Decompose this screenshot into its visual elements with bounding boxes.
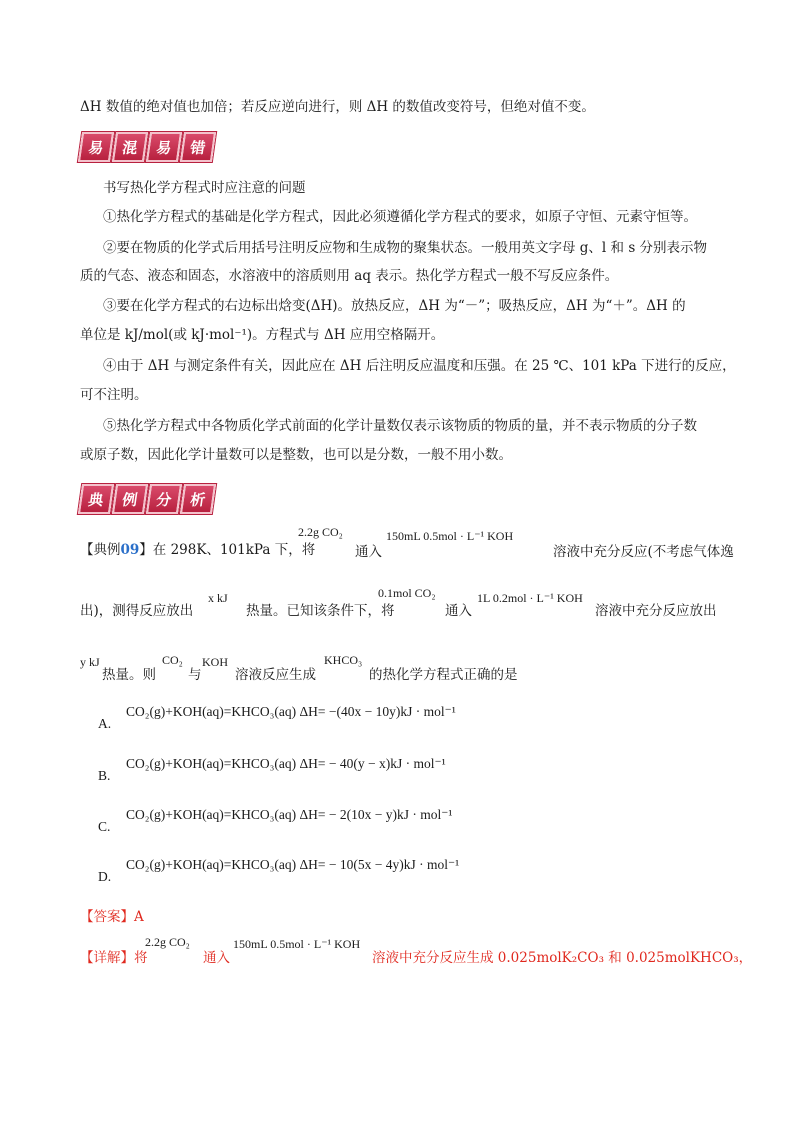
option-letter: C. [98, 819, 111, 834]
banner-char: 分 [146, 484, 182, 514]
formula-fragment: 150mL 0.5mol · L⁻¹ KOH [386, 529, 514, 543]
paragraph-4a: ④由于 ΔH 与测定条件有关，因此应在 ΔH 后注明反应温度和压强。在 25 ℃、101 kPa 下进行的反应， [103, 358, 736, 374]
example-number: 09 [120, 542, 140, 558]
banner-char: 易 [78, 132, 114, 162]
paragraph-1: ①热化学方程式的基础是化学方程式，因此必须遵循化学方程式的要求，如原子守恒、元素守恒等。 [103, 209, 697, 225]
banner-char: 析 [180, 484, 216, 514]
detail-text: 通入 [203, 950, 230, 966]
formula-fragment: CO₂ [162, 653, 183, 667]
example-text: 热量。则 [102, 667, 156, 683]
paragraph-3a: ③要在化学方程式的右边标出焓变(ΔH)。放热反应，ΔH 为“－”；吸热反应，ΔH 为“＋”。ΔH 的 [103, 298, 686, 314]
section-banner-example [80, 482, 214, 512]
formula-fragment: 2.2g CO₂ [145, 935, 190, 949]
option-equation: CO₂(g)+KOH(aq)=KHCO₃(aq) ΔH= −(40x − 10y)kJ · mol⁻¹ [126, 704, 456, 719]
banner-char: 混 [112, 132, 148, 162]
example-text: 出)，测得反应放出 [80, 603, 194, 619]
paragraph-3b: 单位是 kJ/mol(或 kJ·mol⁻¹)。方程式与 ΔH 应用空格隔开。 [80, 327, 445, 343]
paragraph-2a: ②要在物质的化学式后用括号注明反应物和生成物的聚集状态。一般用英文字母 g、l 和 s 分别表示物 [103, 240, 708, 256]
section-banner-confusion [80, 130, 214, 160]
example-text: 溶液反应生成 [235, 667, 316, 683]
formula-fragment: KOH [202, 655, 228, 669]
formula-fragment: 0.1mol CO₂ [378, 586, 436, 600]
paragraph-2b: 质的气态、液态和固态，水溶液中的溶质则用 aq 表示。热化学方程式一般不写反应条件。 [80, 268, 619, 284]
example-text: 的热化学方程式正确的是 [369, 667, 518, 683]
option-equation: CO₂(g)+KOH(aq)=KHCO₃(aq) ΔH= − 2(10x − y)kJ · mol⁻¹ [126, 807, 453, 822]
formula-fragment: 150mL 0.5mol · L⁻¹ KOH [233, 937, 361, 951]
option-equation: CO₂(g)+KOH(aq)=KHCO₃(aq) ΔH= − 10(5x − 4y)kJ · mol⁻¹ [126, 857, 460, 872]
paragraph-5a: ⑤热化学方程式中各物质化学式前面的化学计量数仅表示该物质的物质的量，并不表示物质的分子数 [103, 418, 697, 434]
intro-line: ΔH 数值的绝对值也加倍；若反应逆向进行，则 ΔH 的数值改变符号，但绝对值不变。 [80, 99, 595, 115]
banner-char: 错 [180, 132, 216, 162]
example-text: 与 [188, 667, 202, 683]
paragraph-5b: 或原子数，因此化学计量数可以是整数，也可以是分数，一般不用小数。 [80, 447, 512, 463]
example-line-1 [80, 540, 315, 560]
formula-fragment: x kJ [208, 591, 228, 605]
example-text: 热量。已知该条件下，将 [246, 603, 395, 619]
section-title: 书写热化学方程式时应注意的问题 [103, 180, 306, 196]
example-text: 通入 [355, 544, 382, 560]
formula-fragment: 2.2g CO₂ [298, 525, 343, 539]
example-tag-open: 【典例 [80, 542, 121, 558]
answer-label: 【答案】A [80, 909, 144, 925]
formula-fragment: y kJ [80, 655, 100, 669]
banner-char: 例 [112, 484, 148, 514]
formula-fragment: 1L 0.2mol · L⁻¹ KOH [477, 591, 583, 605]
option-letter: A. [98, 716, 112, 731]
formula-fragment: KHCO₃ [324, 653, 363, 667]
example-text: 通入 [445, 603, 472, 619]
banner-char: 典 [78, 484, 114, 514]
example-text: 溶液中充分反应(不考虑气体逸 [553, 544, 734, 560]
option-letter: D. [98, 869, 112, 884]
example-text: 溶液中充分反应放出 [595, 603, 717, 619]
example-tag-close: 】 [139, 542, 153, 558]
paragraph-4b: 可不注明。 [80, 387, 148, 403]
option-equation: CO₂(g)+KOH(aq)=KHCO₃(aq) ΔH= − 40(y − x)kJ · mol⁻¹ [126, 756, 446, 771]
detail-text: 溶液中充分反应生成 0.025molK₂CO₃ 和 0.025molKHCO₃， [372, 950, 753, 966]
detail-label: 【详解】将 [80, 950, 148, 966]
example-text: 在 298K、101kPa 下，将 [152, 542, 316, 558]
banner-char: 易 [146, 132, 182, 162]
option-letter: B. [98, 768, 111, 783]
